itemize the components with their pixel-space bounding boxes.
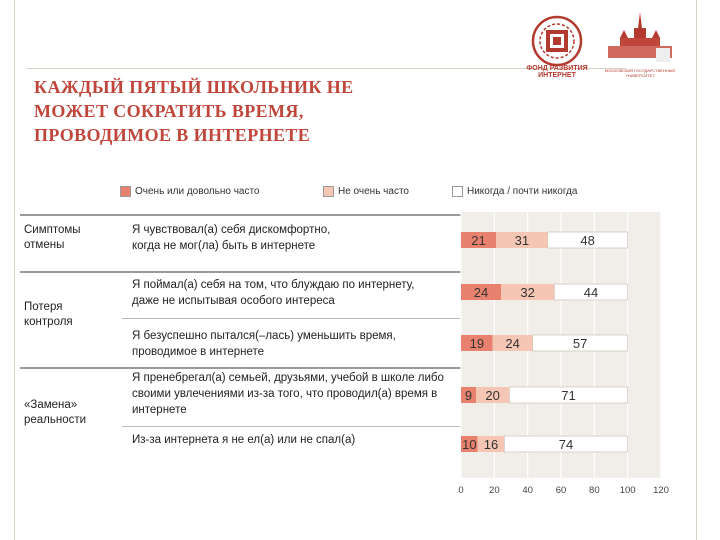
- title-line: ПРОВОДИМОЕ В ИНТЕРНЕТЕ: [34, 125, 311, 145]
- bar-value-label: 16: [483, 437, 499, 452]
- item-label-line: Я чувствовал(а) себя дискомфортно,: [132, 224, 331, 236]
- item-label-line: Я поймал(а) себя на том, что блуждаю по интернету,: [132, 279, 415, 291]
- bar-value-label: 31: [514, 233, 530, 248]
- bar-value-label: 19: [469, 336, 485, 351]
- item-label-line: когда не мог(ла) быть в интернете: [132, 240, 316, 252]
- bar-value-label: 44: [583, 285, 599, 300]
- bar-value-label: 74: [558, 437, 574, 452]
- group-label-line: реальности: [24, 414, 87, 426]
- item-label-line: своими увлечениями из-за того, что проводил(а) время в: [132, 388, 438, 400]
- item-label-line: Я пренебрегал(а) семьей, друзьями, учебой в школе либо: [132, 372, 444, 384]
- x-tick-label: 60: [555, 485, 567, 496]
- x-tick-label: 0: [458, 485, 464, 496]
- bar-value-label: 20: [485, 388, 500, 403]
- x-tick-label: 120: [653, 485, 669, 496]
- group-label-line: отмены: [24, 239, 65, 251]
- group-label-line: Симптомы: [24, 224, 81, 236]
- title-line: МОЖЕТ СОКРАТИТЬ ВРЕМЯ,: [34, 101, 304, 121]
- group-label-line: Потеря: [24, 301, 63, 313]
- bar-value-label: 10: [462, 437, 477, 452]
- legend-often-label: Очень или довольно часто: [135, 186, 260, 197]
- legend-never-label: Никогда / почти никогда: [467, 186, 578, 197]
- title-line: КАЖДЫЙ ПЯТЫЙ ШКОЛЬНИК НЕ: [34, 77, 354, 97]
- bar-value-label: 24: [505, 336, 520, 351]
- bar-value-label: 48: [580, 233, 595, 248]
- bar-value-label: 24: [473, 285, 489, 300]
- x-tick-label: 20: [489, 485, 500, 496]
- item-label-line: проводимое в интернете: [132, 346, 265, 358]
- x-tick-label: 80: [589, 485, 600, 496]
- fund-logo-text: ФОНД РАЗВИТИЯ ИНТЕРНЕТ: [526, 65, 588, 79]
- group-label-line: контроля: [24, 316, 73, 328]
- item-label-line: Из-за интернета я не ел(а) или не спал(а): [132, 434, 356, 446]
- bar-value-label: 9: [464, 388, 473, 403]
- item-label-line: даже не испытывая особого интереса: [132, 295, 335, 307]
- item-label-line: Я безуспешно пытался(–лась) уменьшить время,: [132, 330, 396, 342]
- bar-value-label: 32: [520, 285, 535, 300]
- x-tick-label: 40: [522, 485, 533, 496]
- bar-value-label: 21: [471, 233, 486, 248]
- item-label-line: интернете: [132, 404, 187, 416]
- bar-value-label: 71: [561, 388, 576, 403]
- msu-logo-text: МОСКОВСКИЙ ГОСУДАРСТВЕННЫЙ УНИВЕРСИТЕТ: [604, 68, 676, 78]
- x-tick-label: 100: [619, 485, 636, 496]
- bar-value-label: 57: [572, 336, 588, 351]
- group-label-line: «Замена»: [24, 399, 78, 411]
- legend-notoften-label: Не очень часто: [338, 186, 409, 197]
